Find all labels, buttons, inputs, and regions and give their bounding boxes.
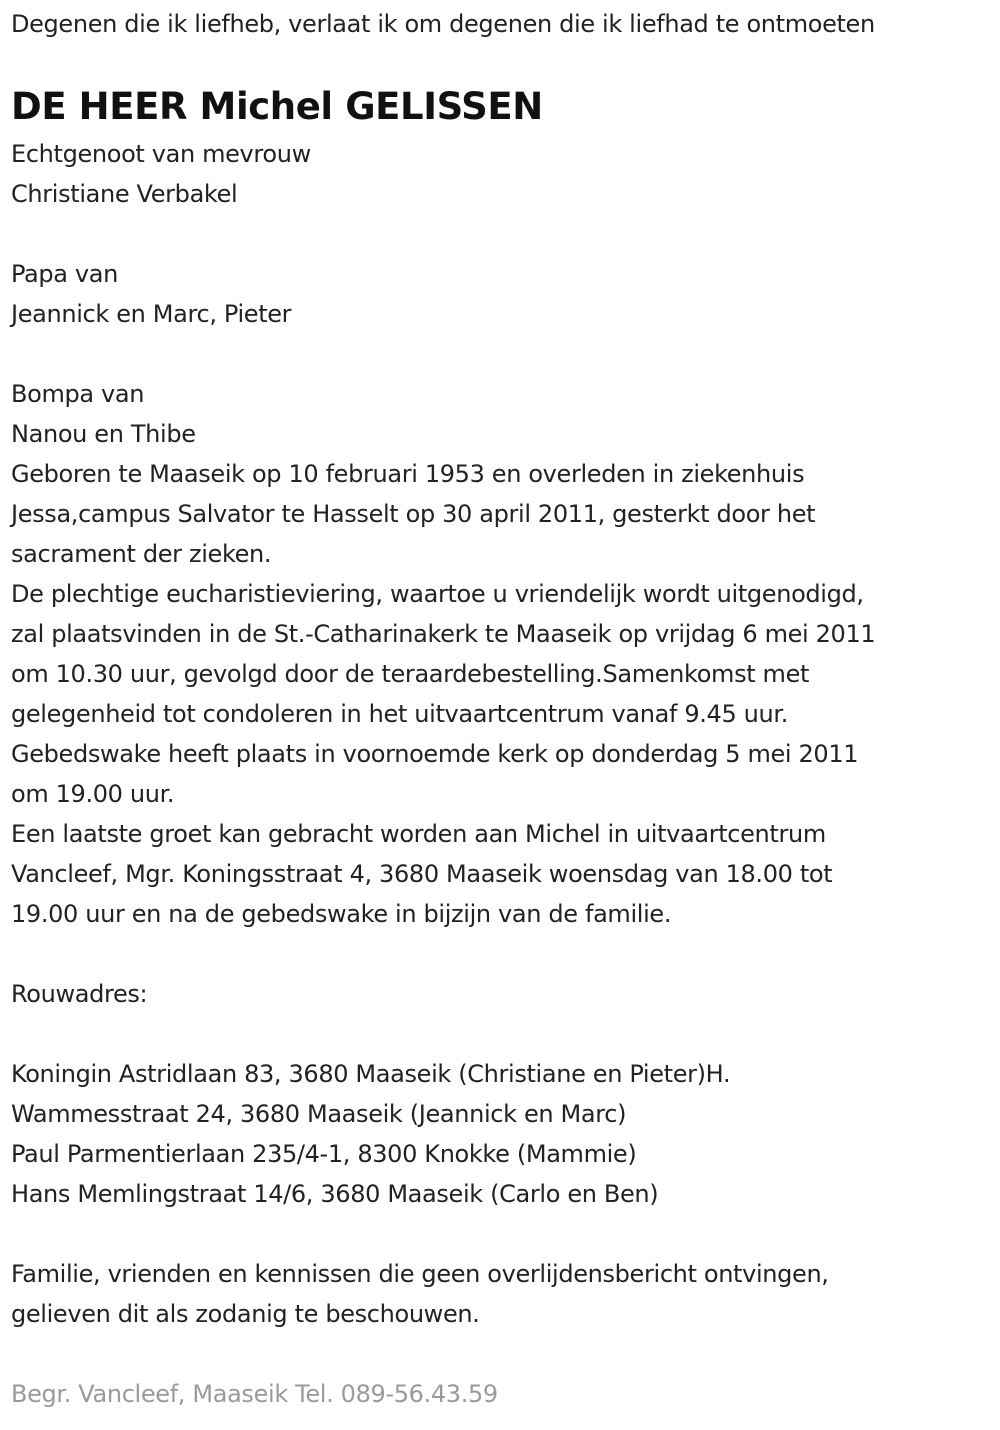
spouse-intro: Echtgenoot van mevrouw (11, 140, 311, 168)
spouse-section (11, 134, 311, 214)
body-line: gelegenheid tot condoleren in het uitvaartcentrum vanaf 9.45 uur. (11, 700, 788, 728)
children-section (11, 254, 291, 334)
body-line: Gebedswake heeft plaats in voornoemde kerk op donderdag 5 mei 2011 (11, 740, 859, 768)
address-list (11, 1054, 730, 1214)
grandchildren-names: Nanou en Thibe (11, 420, 196, 448)
address-line: Koningin Astridlaan 83, 3680 Maaseik (Christiane en Pieter)H. (11, 1060, 731, 1088)
mourning-address-heading (11, 974, 147, 1014)
footer-text: Begr. Vancleef, Maaseik Tel. 089-56.43.59 (11, 1380, 498, 1408)
body-line: om 19.00 uur. (11, 780, 175, 808)
body-line: Geboren te Maaseik op 10 februari 1953 en overleden in ziekenhuis (11, 460, 805, 488)
closing-line: gelieven dit als zodanig te beschouwen. (11, 1300, 480, 1328)
body-text (11, 454, 875, 934)
closing-note (11, 1254, 829, 1334)
address-line: Paul Parmentierlaan 235/4-1, 8300 Knokke (Mammie) (11, 1140, 637, 1168)
closing-line: Familie, vrienden en kennissen die geen overlijdensbericht ontvingen, (11, 1260, 829, 1288)
body-line: sacrament der zieken. (11, 540, 272, 568)
grandchildren-intro: Bompa van (11, 380, 145, 408)
funeral-home-footer (11, 1374, 498, 1414)
mourning-label: Rouwadres: (11, 980, 148, 1008)
body-line: Een laatste groet kan gebracht worden aan Michel in uitvaartcentrum (11, 820, 826, 848)
grandchildren-section (11, 374, 196, 454)
children-names: Jeannick en Marc, Pieter (11, 300, 292, 328)
children-intro: Papa van (11, 260, 118, 288)
address-line: Wammesstraat 24, 3680 Maaseik (Jeannick en Marc) (11, 1100, 627, 1128)
address-line: Hans Memlingstraat 14/6, 3680 Maaseik (Carlo en Ben) (11, 1180, 659, 1208)
body-line: De plechtige eucharistieviering, waartoe u vriendelijk wordt uitgenodigd, (11, 580, 864, 608)
motto: Degenen die ik liefheb, verlaat ik om degenen die ik liefhad te ontmoeten (11, 10, 875, 38)
body-line: om 10.30 uur, gevolgd door de teraardebestelling.Samenkomst met (11, 660, 810, 688)
spouse-name: Christiane Verbakel (11, 180, 238, 208)
deceased-name: DE HEER Michel GELISSEN (11, 85, 543, 128)
body-line: zal plaatsvinden in de St.-Catharinakerk te Maaseik op vrijdag 6 mei 2011 (11, 620, 876, 648)
body-line: Jessa,campus Salvator te Hasselt op 30 april 2011, gesterkt door het (11, 500, 816, 528)
body-line: Vancleef, Mgr. Koningsstraat 4, 3680 Maaseik woensdag van 18.00 tot (11, 860, 833, 888)
body-line: 19.00 uur en na de gebedswake in bijzijn van de familie. (11, 900, 672, 928)
